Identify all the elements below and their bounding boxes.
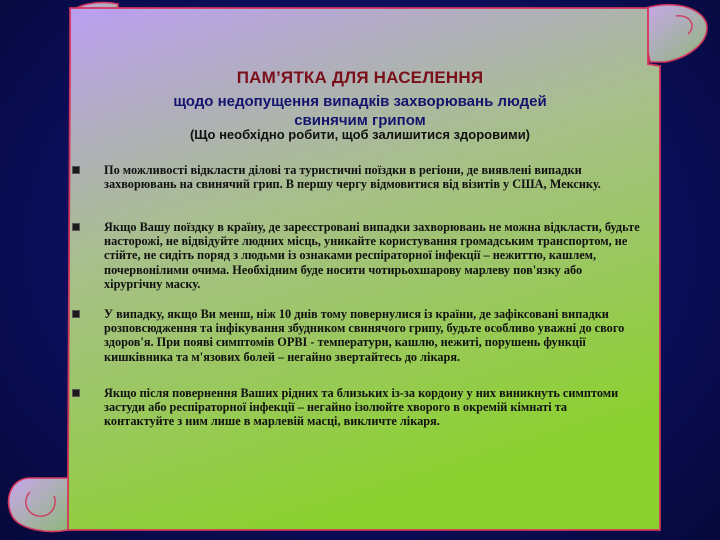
square-bullet-icon — [72, 166, 80, 174]
list-item — [70, 220, 640, 291]
list-item-text: Якщо Вашу поїздку в країну, де зареєстровані випадки захворювань не можна відкласти, будьте насторожі, не відвідуйте людних місць, уникайте користування громадським транспортом, не стійте, не сидіть поряд з людьми із ознаками респіраторної інфекції – нежиттю, кашлем, почервонілими очима. Необхідним буде носити чотирьохшарову марлеву пов'язку або хірургічну маску. — [104, 220, 640, 291]
subtitle-line-1: щодо недопущення випадків захворювань людей — [173, 93, 547, 110]
subtitle-note: (Що необхідно робити, щоб залишитися здоровими) — [189, 127, 531, 142]
square-bullet-icon — [72, 389, 80, 397]
square-bullet-icon — [72, 223, 80, 231]
page-title: ПАМ’ЯТКА ДЛЯ НАСЕЛЕННЯ — [236, 68, 484, 87]
subtitle-line-2: свинячим грипом — [294, 112, 426, 129]
list-item — [70, 386, 640, 429]
list-item-text: По можливості відкласти ділові та туристичні поїздки в регіони, де виявлені випадки захворювань на свинячий грип. В першу чергу відмовитися від візитів у США, Мексику. — [104, 163, 601, 192]
list-item — [70, 163, 640, 191]
list-item-text: У випадку, якщо Ви менш, ніж 10 днів тому повернулися із країни, де зафіксовані випадки розповсюдження та інфікування збудником свинячого грипу, будьте особливо уважні до свого здоров'я. При появі симптомів ОРВІ - температури, кашлю, нежиті, порушень функції кишківника та м'язових болей – негайно звертайтесь до лікаря. — [104, 307, 625, 364]
subtitle — [120, 92, 600, 130]
square-bullet-icon — [72, 310, 80, 318]
list-item-text: Якщо після повернення Ваших рідних та близьких із-за кордону у них виникнуть симптоми застуди або респіраторної інфекції – негайно ізолюйте хворого в окремій кімнаті та контактуйте з ним лише в марлевій масці, викличте лікаря. — [104, 386, 619, 429]
list-item — [70, 307, 640, 364]
